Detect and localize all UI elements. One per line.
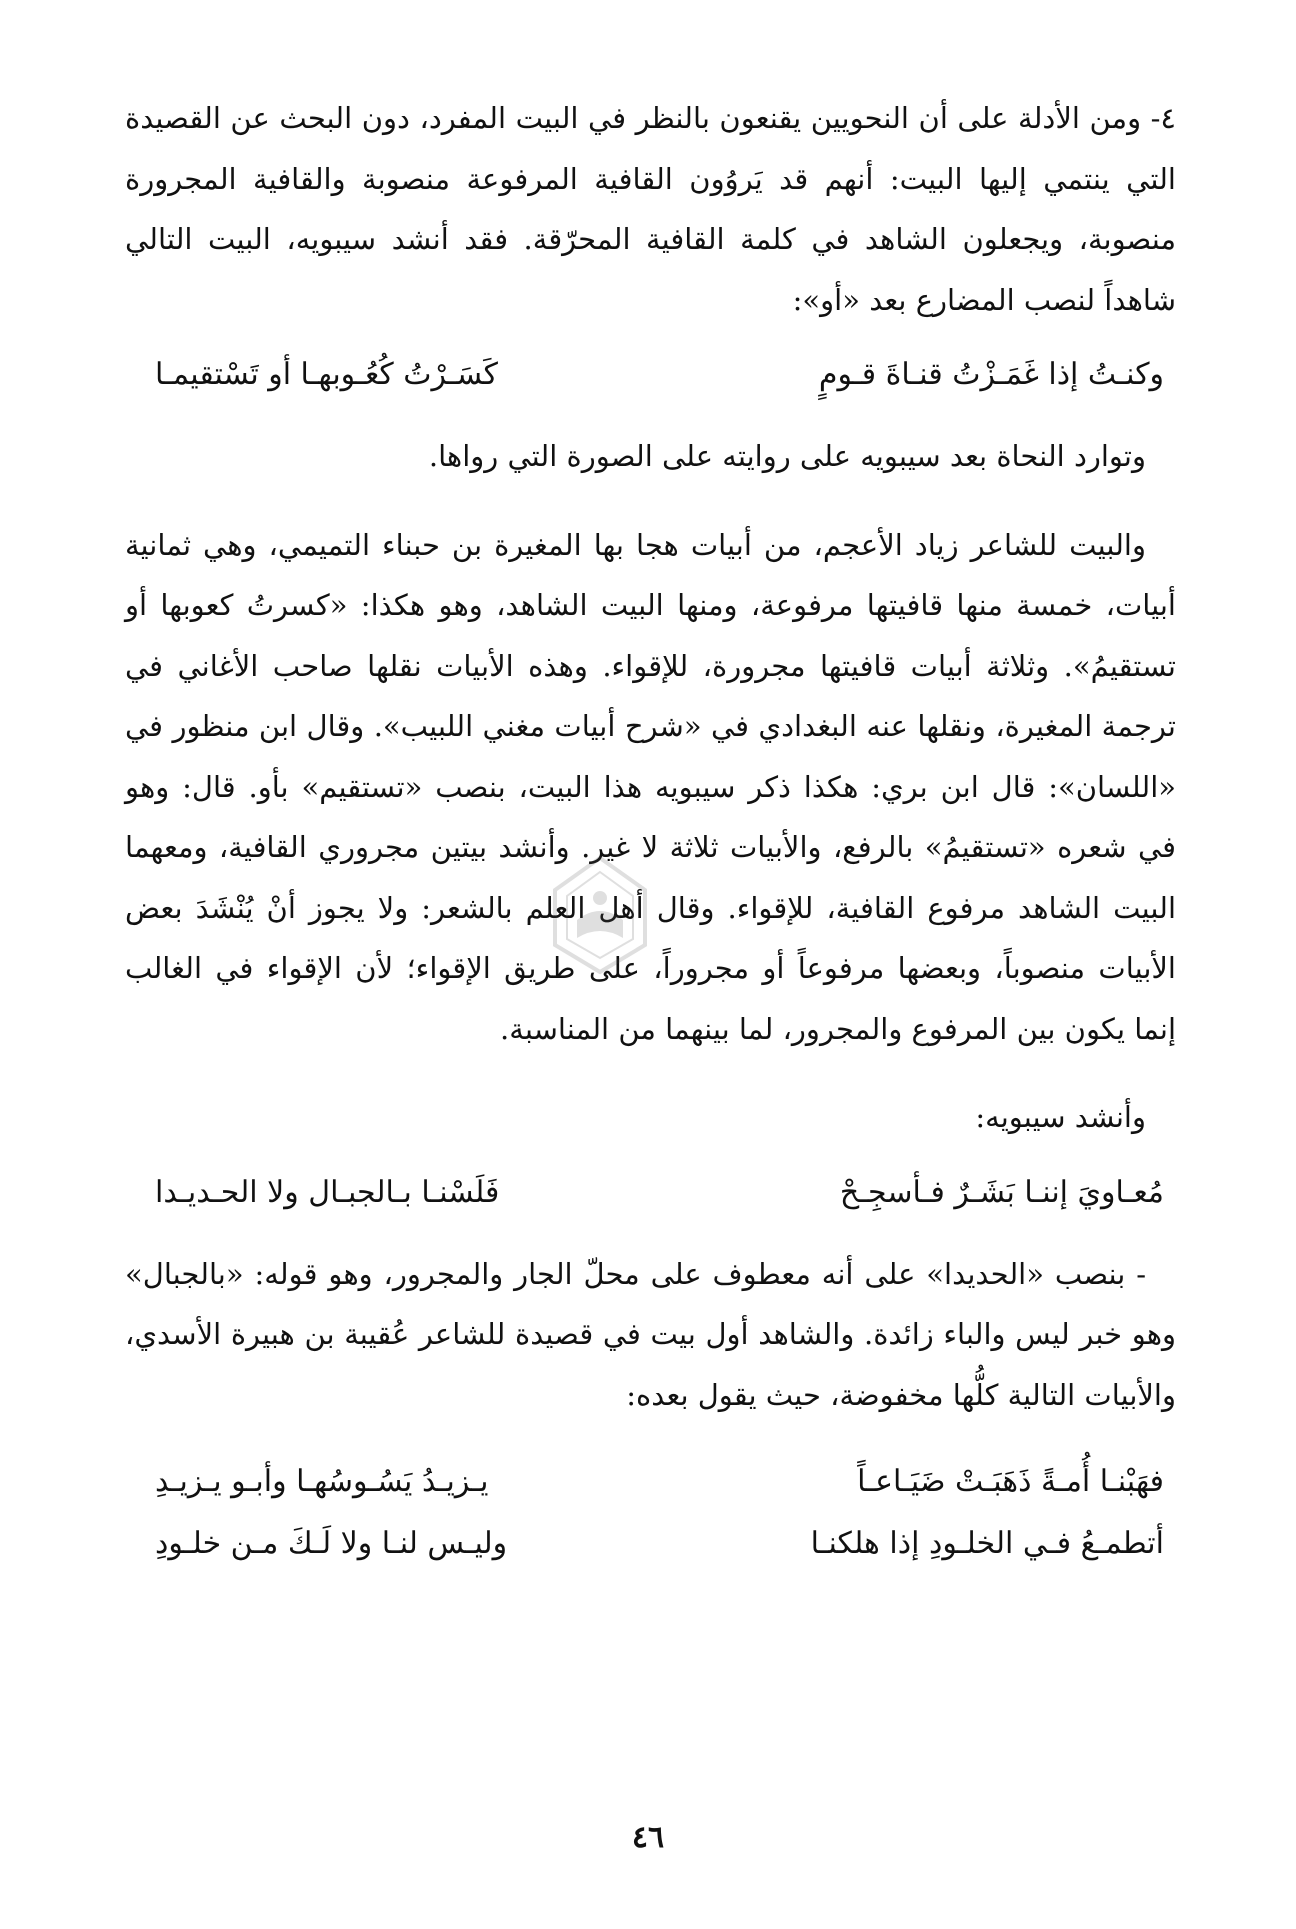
verse-first-hemistich: فهَبْنـا أُمـةً ذَهَبَـتْ ضَيَـاعـاً [857, 1464, 1164, 1499]
verse-second-hemistich: يـزيـدُ يَسُـوسُهـا وأبـو يـزيـدِ [155, 1464, 489, 1499]
verse-block-3 [125, 1451, 1176, 1575]
verse-line [125, 1162, 1176, 1224]
verse-line [125, 344, 1176, 406]
verse-line [125, 1513, 1176, 1575]
verse-first-hemistich: مُعـاويَ إننـا بَشَـرٌ فـأسجِـحْ [839, 1174, 1164, 1210]
paragraph-narration: وتوارد النحاة بعد سيبويه على روايته على الصورة التي رواها. [428, 439, 1146, 473]
paragraph-poet-discussion: والبيت للشاعر زياد الأعجم، من أبيات هجا بها المغيرة بن حبناء التميمي، وهي ثمانية أبيات، خمسة منها قافيتها مرفوعة، ومنها البيت الشاهد، وهو هكذا: «كسرتُ كعوبها أو تستقيمُ». وثلاثة أبيات قافيتها مجرورة، للإقواء. وهذه الأبيات نقلها صاحب الأغاني في ترجمة المغيرة، ونقلها عنه البغدادي في «شرح أبيات مغني اللبيب». وقال ابن منظور في «اللسان»: قال ابن بري: هكذا ذكر سيبويه هذا البيت، بنصب «تستقيم» بأو. قال: وهو في شعره «تستقيمُ» بالرفع، والأبيات ثلاثة لا غير. وأنشد بيتين مجروري القافية، ومعهما البيت الشاهد مرفوع القافية، للإقواء. وقال أهل العلم بالشعر: ولا يجوز أنْ يُنْشَدَ بعض الأبيات منصوباً، وبعضها مرفوعاً أو مجروراً، على طريق الإقواء؛ لأن الإقواء في الغالب إنما يكون بين المرفوع والمجرور، لما بينهما من المناسبة. [125, 527, 1176, 1046]
page-number: ٤٦ [631, 1820, 665, 1855]
verse-first-hemistich: وكنـتُ إذا غَمَـزْتُ قنـاةَ قـومٍ [818, 357, 1164, 392]
verse-second-hemistich: وليـس لنـا ولا لَـكَ مـن خلـودِ [155, 1526, 508, 1561]
verse-block-1 [125, 344, 1176, 406]
verse-block-2 [125, 1162, 1176, 1224]
verse-first-hemistich: أتطمـعُ فـي الخلـودِ إذا هلكنـا [810, 1526, 1164, 1561]
paragraph-hadida-explanation: - بنصب «الحديدا» على أنه معطوف على محلّ الجار والمجرور، وهو قوله: «بالجبال» وهو خبر ليس والباء زائدة. والشاهد أول بيت في قصيدة للشاعر عُقيبة بن هبيرة الأسدي، والأبيات التالية كلُّها مخفوضة، حيث يقول بعده: [125, 1256, 1176, 1412]
verse-second-hemistich: كَسَـرْتُ كُعُـوبهـا أو تَسْتقيمـا [155, 357, 498, 392]
verse-line [125, 1451, 1176, 1513]
verse-second-hemistich: فَلَسْنـا بـالجبـال ولا الحـديـدا [155, 1174, 500, 1210]
paragraph-evidence-intro: ٤- ومن الأدلة على أن النحويين يقنعون بالنظر في البيت المفرد، دون البحث عن القصيدة التي ينتمي إليها البيت: أنهم قد يَروُون القافية المرفوعة منصوبة والقافية المجرورة منصوبة، ويجعلون الشاهد في كلمة القافية المحرّقة. فقد أنشد سيبويه، البيت التالي شاهداً لنصب المضارع بعد «أو»: [125, 101, 1176, 317]
paragraph-sibawayh-recites: وأنشد سيبويه: [975, 1100, 1146, 1134]
